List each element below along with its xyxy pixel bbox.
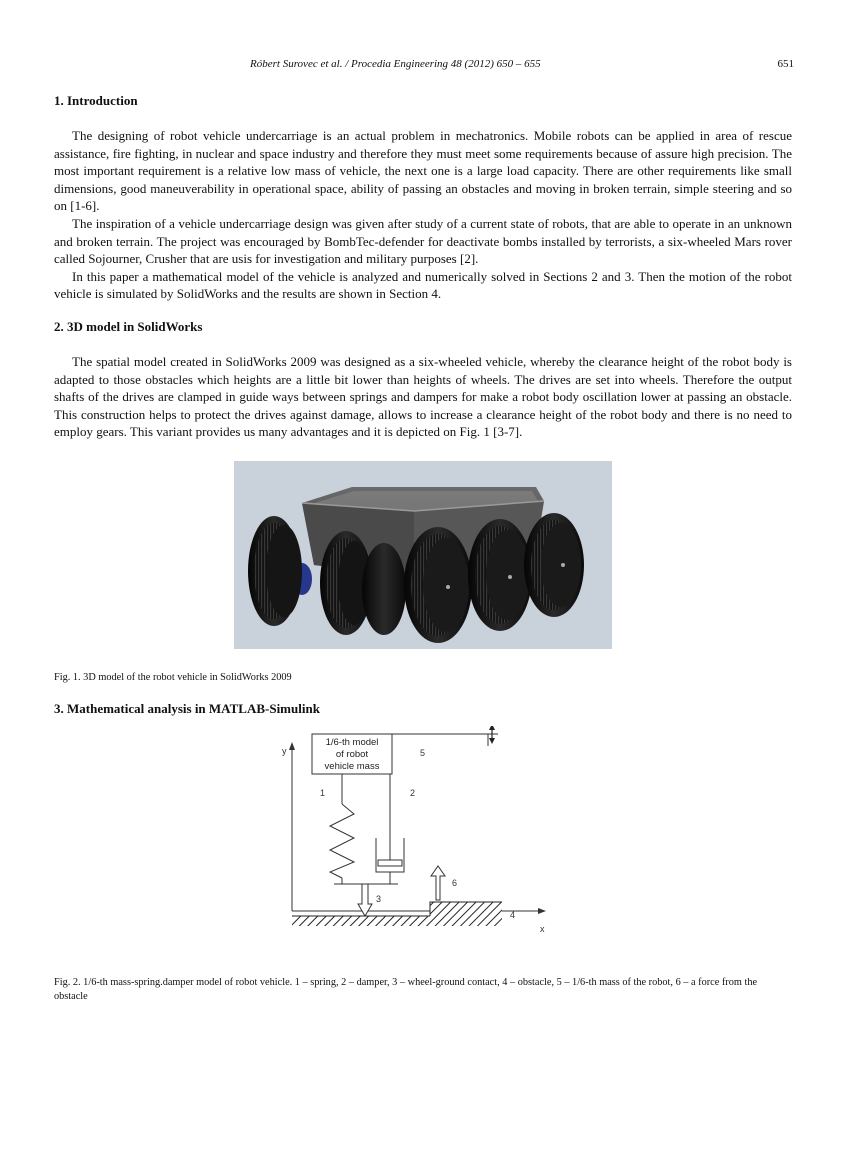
robot-vehicle-illustration — [234, 461, 612, 649]
axis-x-label: x — [540, 923, 545, 934]
intro-paragraph: The designing of robot vehicle undercarriage is an actual problem in mechatronics. Mobile robots can be applied in area of rescue assistance, fire fighting, in nuclear and space industry and therefore they must meet some requirements because of assure high precision. The most important requirement is a relative low mass of vehicle, the next one is a large load capacity. There are other requirements like small dimensions, good maneuverability in operational space, ability of passing an obstacles and moving in broken terrain, simple steering and so on [1-6]. — [54, 128, 792, 214]
header-citation: Róbert Surovec et al. / Procedia Engineering 48 (2012) 650 – 655 — [250, 58, 541, 70]
label-4: 4 — [510, 909, 516, 920]
section-heading-3d-model: 2. 3D model in SolidWorks — [54, 318, 203, 334]
spring — [330, 804, 354, 878]
mass-label-line2: of robot — [335, 748, 369, 760]
section-heading-matlab: 3. Mathematical analysis in MATLAB-Simulink — [54, 700, 320, 716]
mass-label-line3: vehicle mass — [324, 760, 380, 772]
label-2: 2 — [410, 787, 416, 798]
mass-label-line1: 1/6-th model — [325, 736, 379, 748]
mass-spring-damper-diagram — [278, 726, 578, 954]
ground — [292, 916, 430, 926]
running-header — [0, 58, 846, 74]
article-body — [54, 92, 792, 1004]
obstacle — [430, 902, 502, 926]
axis-y-label: y — [282, 745, 287, 756]
label-6: 6 — [452, 877, 458, 888]
intro-paragraph: The inspiration of a vehicle undercarriage design was given after study of a current state of robots, that are able to operate in an unknown and broken terrain. The project was encouraged by BombTec-defender for deactivate bombs installed by terrorists, a six-wheeled Mars rover called Sojourner, Crusher that are usis for investigation and military purposes [2]. — [54, 215, 792, 267]
figure-1-robot-render — [234, 461, 612, 649]
model3d-paragraph: The spatial model created in SolidWorks 2009 was designed as a six-wheeled vehicle, whereby the clearance height of the robot body is adapted to those obstacles which heights are a little bit lower than heights of wheels. The drives are set into wheels. Therefore the output shafts of the drives are clamped in guide ways between springs and dampers for make a robot body oscillation lower at passing an obstacle. This construction helps to protect the drives against damage, allows to increase a clearance height of the robot body and there is no need to employ gears. This variant provides us many advantages and it is depicted on Fig. 1 [3-7]. — [54, 353, 792, 440]
figure-1-caption: Fig. 1. 3D model of the robot vehicle in SolidWorks 2009 — [54, 671, 292, 683]
label-5: 5 — [420, 747, 426, 758]
page-number: 651 — [777, 58, 794, 70]
label-1: 1 — [320, 787, 326, 798]
section-heading-introduction: 1. Introduction — [54, 93, 138, 108]
figure-2-mass-spring-damper — [278, 726, 578, 954]
label-3: 3 — [376, 893, 382, 904]
intro-paragraph: In this paper a mathematical model of the vehicle is analyzed and numerically solved in Sections 2 and 3. Then the motion of the robot vehicle is simulated by SolidWorks and the results are shown in Section 4. — [54, 268, 792, 302]
obstacle-force-arrow — [431, 866, 445, 900]
figure-2-caption: Fig. 2. 1/6-th mass-spring.damper model of robot vehicle. 1 – spring, 2 – damper, 3 – wheel-ground contact, 4 – obstacle, 5 – 1/6-th mass of the robot, 6 – a force from the obstacle — [54, 976, 758, 1002]
